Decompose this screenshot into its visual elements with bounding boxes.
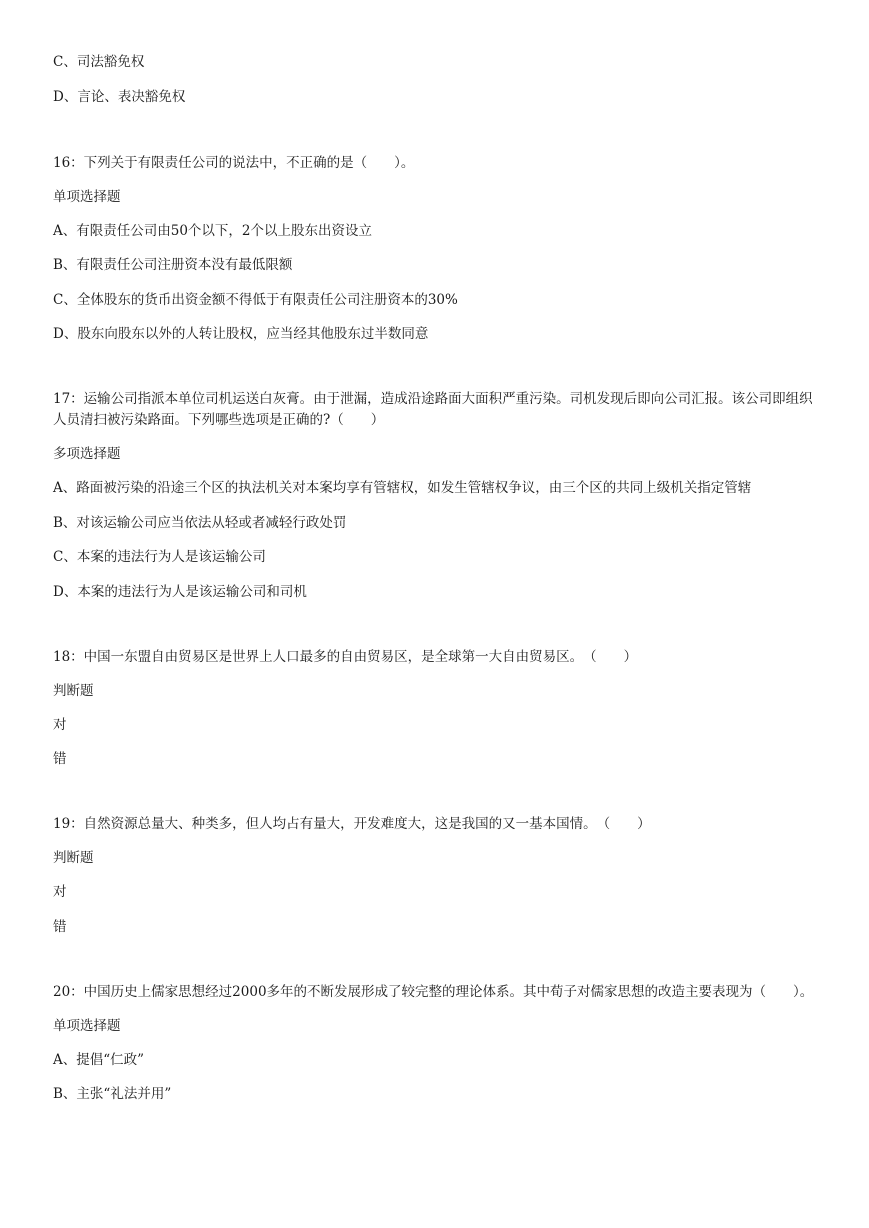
option-a: A、有限责任公司由50个以下，2个以上股东出资设立 <box>53 222 373 239</box>
question-type: 单项选择题 <box>53 1017 121 1034</box>
question-type: 单项选择题 <box>53 188 121 205</box>
question-19 <box>53 814 819 938</box>
option-false: 错 <box>53 751 67 767</box>
question-20 <box>53 982 819 1106</box>
option-a: A、提倡“仁政” <box>53 1051 145 1068</box>
option-d: D、本案的违法行为人是该运输公司和司机 <box>53 583 307 600</box>
question-15-tail <box>53 52 819 108</box>
question-type: 判断题 <box>53 850 94 866</box>
option-c: C、司法豁免权 <box>53 54 145 70</box>
question-18 <box>53 647 819 771</box>
option-true: 对 <box>53 884 67 900</box>
option-c: C、本案的违法行为人是该运输公司 <box>53 549 266 565</box>
option-b: B、有限责任公司注册资本没有最低限额 <box>53 257 293 273</box>
question-text: 16：下列关于有限责任公司的说法中，不正确的是（ ）。 <box>53 154 415 171</box>
question-type: 多项选择题 <box>53 446 121 462</box>
question-text: 19：自然资源总量大、种类多，但人均占有量大，开发难度大，这是我国的又一基本国情。 （ ） <box>53 816 651 832</box>
option-a: A、路面被污染的沿途三个区的执法机关对本案均享有管辖权，如发生管辖权争议，由三个区的共同上级机关指定管辖 <box>53 480 752 496</box>
option-d: D、股东向股东以外的人转让股权，应当经其他股东过半数同意 <box>53 326 429 342</box>
question-16 <box>53 153 819 346</box>
question-text: 20：中国历史上儒家思想经过2000多年的不断发展形成了较完整的理论体系。其中荀子对儒家思想的改造主要表现为（ ）。 <box>53 983 814 1000</box>
option-c: C、全体股东的货币出资金额不得低于有限责任公司注册资本的30% <box>53 291 458 308</box>
option-false: 错 <box>53 918 67 935</box>
question-type: 判断题 <box>53 682 94 699</box>
question-text: 18：中国一东盟自由贸易区是世界上人口最多的自由贸易区，是全球第一大自由贸易区。 （ ） <box>53 648 638 665</box>
option-b: B、主张“礼法并用” <box>53 1086 172 1102</box>
question-17 <box>53 389 819 603</box>
option-b: B、对该运输公司应当依法从轻或者减轻行政处罚 <box>53 514 347 531</box>
option-d: D、言论、表决豁免权 <box>53 88 186 105</box>
option-true: 对 <box>53 716 67 733</box>
question-text: 17：运输公司指派本单位司机运送白灰膏。由于泄漏，造成沿途路面大面积严重污染。司机发现后即向公司汇报。该公司即组织人员清扫被污染路面。下列哪些选项是正确的?（ ） <box>53 391 813 428</box>
